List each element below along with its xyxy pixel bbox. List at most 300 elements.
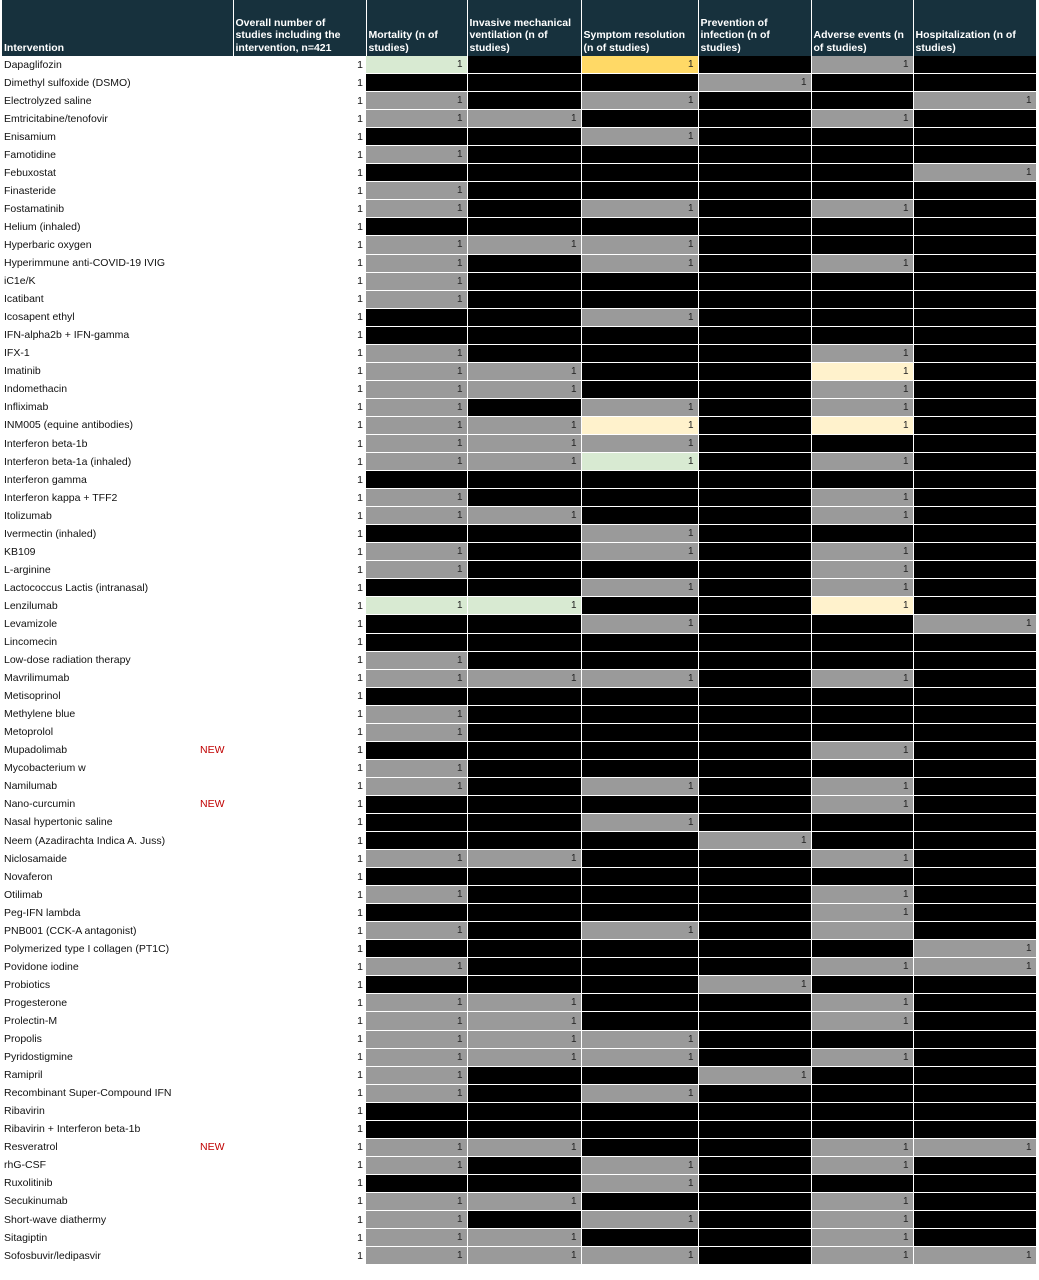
overall-count: 1: [233, 615, 366, 633]
symptom-cell: [581, 74, 698, 92]
symptom-cell: [581, 380, 698, 398]
imv-cell: [467, 543, 581, 561]
prevention-cell: [698, 1211, 811, 1229]
table-row: [2, 561, 1036, 579]
imv-cell: 1: [467, 362, 581, 380]
overall-count: 1: [233, 128, 366, 146]
imv-cell: [467, 489, 581, 507]
overall-count: 1: [233, 832, 366, 850]
symptom-cell: 1: [581, 56, 698, 74]
intervention-name: Ramipril: [2, 1066, 200, 1084]
symptom-cell: [581, 940, 698, 958]
new-badge: [200, 344, 233, 362]
table-row: [2, 507, 1036, 525]
intervention-name: Emtricitabine/tenofovir: [2, 110, 200, 128]
hospital-cell: [913, 543, 1036, 561]
overall-count: 1: [233, 922, 366, 940]
prevention-cell: 1: [698, 74, 811, 92]
table-row: [2, 434, 1036, 452]
hospital-cell: [913, 254, 1036, 272]
new-badge: [200, 507, 233, 525]
header-prevention: Prevention of infection (n of studies): [698, 0, 811, 56]
intervention-name: Lenzilumab: [2, 597, 200, 615]
symptom-cell: 1: [581, 398, 698, 416]
imv-cell: [467, 651, 581, 669]
imv-cell: [467, 56, 581, 74]
table-row: [2, 687, 1036, 705]
imv-cell: [467, 1174, 581, 1192]
imv-cell: [467, 922, 581, 940]
hospital-cell: [913, 1102, 1036, 1120]
adverse-cell: [811, 308, 913, 326]
new-badge: [200, 434, 233, 452]
mortality-cell: 1: [366, 507, 467, 525]
new-badge: [200, 471, 233, 489]
overall-count: 1: [233, 795, 366, 813]
new-badge: [200, 777, 233, 795]
table-row: [2, 525, 1036, 543]
symptom-cell: [581, 344, 698, 362]
hospital-cell: [913, 128, 1036, 146]
new-badge: [200, 561, 233, 579]
symptom-cell: 1: [581, 92, 698, 110]
overall-count: 1: [233, 850, 366, 868]
hospital-cell: [913, 290, 1036, 308]
intervention-name: Hyperbaric oxygen: [2, 236, 200, 254]
imv-cell: [467, 344, 581, 362]
adverse-cell: 1: [811, 904, 913, 922]
adverse-cell: [811, 236, 913, 254]
table-row: [2, 290, 1036, 308]
overall-count: 1: [233, 398, 366, 416]
new-badge: [200, 1012, 233, 1030]
new-badge: [200, 146, 233, 164]
imv-cell: [467, 633, 581, 651]
imv-cell: [467, 579, 581, 597]
imv-cell: [467, 254, 581, 272]
imv-cell: [467, 290, 581, 308]
new-badge: [200, 92, 233, 110]
symptom-cell: [581, 723, 698, 741]
mortality-cell: 1: [366, 850, 467, 868]
prevention-cell: [698, 579, 811, 597]
overall-count: 1: [233, 940, 366, 958]
table-row: [2, 1084, 1036, 1102]
table-row: [2, 579, 1036, 597]
overall-count: 1: [233, 308, 366, 326]
intervention-name: Nasal hypertonic saline: [2, 813, 200, 831]
mortality-cell: 1: [366, 453, 467, 471]
hospital-cell: [913, 1012, 1036, 1030]
intervention-name: Interferon gamma: [2, 471, 200, 489]
overall-count: 1: [233, 1138, 366, 1156]
mortality-cell: 1: [366, 543, 467, 561]
intervention-name: Hyperimmune anti-COVID-19 IVIG: [2, 254, 200, 272]
prevention-cell: [698, 1048, 811, 1066]
hospital-cell: [913, 434, 1036, 452]
intervention-name: Novaferon: [2, 868, 200, 886]
symptom-cell: [581, 741, 698, 759]
intervention-name: Niclosamaide: [2, 850, 200, 868]
imv-cell: [467, 615, 581, 633]
hospital-cell: [913, 146, 1036, 164]
symptom-cell: 1: [581, 543, 698, 561]
adverse-cell: 1: [811, 777, 913, 795]
overall-count: 1: [233, 362, 366, 380]
adverse-cell: 1: [811, 380, 913, 398]
intervention-name: IFX-1: [2, 344, 200, 362]
new-badge: [200, 525, 233, 543]
mortality-cell: [366, 326, 467, 344]
overall-count: 1: [233, 705, 366, 723]
new-badge: [200, 904, 233, 922]
overall-count: 1: [233, 200, 366, 218]
hospital-cell: [913, 471, 1036, 489]
hospital-cell: 1: [913, 92, 1036, 110]
symptom-cell: [581, 976, 698, 994]
new-badge: [200, 994, 233, 1012]
mortality-cell: 1: [366, 723, 467, 741]
prevention-cell: [698, 200, 811, 218]
adverse-cell: [811, 1120, 913, 1138]
new-badge: [200, 940, 233, 958]
imv-cell: [467, 832, 581, 850]
mortality-cell: 1: [366, 1247, 467, 1265]
intervention-name: Indomethacin: [2, 380, 200, 398]
overall-count: 1: [233, 1156, 366, 1174]
header-mortality: Mortality (n of studies): [366, 0, 467, 56]
symptom-cell: 1: [581, 1211, 698, 1229]
prevention-cell: [698, 777, 811, 795]
symptom-cell: 1: [581, 579, 698, 597]
imv-cell: 1: [467, 434, 581, 452]
imv-cell: [467, 1102, 581, 1120]
hospital-cell: [913, 507, 1036, 525]
prevention-cell: [698, 813, 811, 831]
hospital-cell: [913, 1156, 1036, 1174]
adverse-cell: 1: [811, 669, 913, 687]
symptom-cell: [581, 759, 698, 777]
symptom-cell: 1: [581, 128, 698, 146]
adverse-cell: 1: [811, 110, 913, 128]
imv-cell: 1: [467, 1138, 581, 1156]
mortality-cell: 1: [366, 1192, 467, 1210]
symptom-cell: 1: [581, 1156, 698, 1174]
symptom-cell: 1: [581, 615, 698, 633]
symptom-cell: 1: [581, 453, 698, 471]
new-badge: NEW: [200, 741, 233, 759]
hospital-cell: [913, 904, 1036, 922]
intervention-name: KB109: [2, 543, 200, 561]
new-badge: [200, 579, 233, 597]
new-badge: [200, 1156, 233, 1174]
prevention-cell: [698, 344, 811, 362]
adverse-cell: [811, 218, 913, 236]
hospital-cell: [913, 398, 1036, 416]
adverse-cell: [811, 164, 913, 182]
hospital-cell: [913, 272, 1036, 290]
overall-count: 1: [233, 1102, 366, 1120]
table-row: [2, 813, 1036, 831]
intervention-name: PNB001 (CCK-A antagonist): [2, 922, 200, 940]
new-badge: [200, 886, 233, 904]
overall-count: 1: [233, 164, 366, 182]
hospital-cell: [913, 1066, 1036, 1084]
overall-count: 1: [233, 958, 366, 976]
table-row: [2, 218, 1036, 236]
overall-count: 1: [233, 1229, 366, 1247]
intervention-name: Probiotics: [2, 976, 200, 994]
prevention-cell: 1: [698, 1066, 811, 1084]
prevention-cell: [698, 398, 811, 416]
intervention-name: Icatibant: [2, 290, 200, 308]
adverse-cell: 1: [811, 254, 913, 272]
new-badge: [200, 1066, 233, 1084]
new-badge: [200, 669, 233, 687]
symptom-cell: [581, 904, 698, 922]
intervention-name: L-arginine: [2, 561, 200, 579]
overall-count: 1: [233, 1084, 366, 1102]
adverse-cell: 1: [811, 56, 913, 74]
mortality-cell: [366, 633, 467, 651]
mortality-cell: 1: [366, 1066, 467, 1084]
intervention-name: Interferon kappa + TFF2: [2, 489, 200, 507]
mortality-cell: [366, 164, 467, 182]
imv-cell: 1: [467, 1030, 581, 1048]
hospital-cell: [913, 705, 1036, 723]
new-badge: [200, 74, 233, 92]
mortality-cell: 1: [366, 1156, 467, 1174]
new-badge: [200, 832, 233, 850]
imv-cell: 1: [467, 1048, 581, 1066]
adverse-cell: [811, 146, 913, 164]
imv-cell: [467, 1156, 581, 1174]
prevention-cell: [698, 453, 811, 471]
hospital-cell: [913, 236, 1036, 254]
intervention-name: Icosapent ethyl: [2, 308, 200, 326]
hospital-cell: [913, 110, 1036, 128]
overall-count: 1: [233, 1211, 366, 1229]
table-row: [2, 741, 1036, 759]
symptom-cell: [581, 362, 698, 380]
imv-cell: [467, 164, 581, 182]
hospital-cell: [913, 416, 1036, 434]
hospital-cell: [913, 651, 1036, 669]
imv-cell: [467, 92, 581, 110]
mortality-cell: 1: [366, 380, 467, 398]
mortality-cell: 1: [366, 1211, 467, 1229]
prevention-cell: [698, 759, 811, 777]
mortality-cell: [366, 218, 467, 236]
new-badge: [200, 1084, 233, 1102]
hospital-cell: 1: [913, 164, 1036, 182]
mortality-cell: 1: [366, 434, 467, 452]
intervention-name: Nano-curcumin: [2, 795, 200, 813]
table-row: [2, 1229, 1036, 1247]
symptom-cell: [581, 146, 698, 164]
prevention-cell: [698, 507, 811, 525]
prevention-cell: [698, 489, 811, 507]
adverse-cell: 1: [811, 362, 913, 380]
intervention-name: Ribavirin + Interferon beta-1b: [2, 1120, 200, 1138]
adverse-cell: [811, 651, 913, 669]
table-row: [2, 1030, 1036, 1048]
adverse-cell: [811, 326, 913, 344]
hospital-cell: [913, 561, 1036, 579]
prevention-cell: [698, 146, 811, 164]
mortality-cell: [366, 128, 467, 146]
hospital-cell: [913, 362, 1036, 380]
intervention-name: Finasteride: [2, 182, 200, 200]
symptom-cell: [581, 1192, 698, 1210]
imv-cell: [467, 705, 581, 723]
intervention-name: Recombinant Super-Compound IFN: [2, 1084, 200, 1102]
imv-cell: [467, 1066, 581, 1084]
overall-count: 1: [233, 597, 366, 615]
prevention-cell: [698, 471, 811, 489]
mortality-cell: 1: [366, 254, 467, 272]
symptom-cell: [581, 994, 698, 1012]
adverse-cell: 1: [811, 1211, 913, 1229]
adverse-cell: 1: [811, 344, 913, 362]
intervention-name: Methylene blue: [2, 705, 200, 723]
hospital-cell: [913, 832, 1036, 850]
table-row: [2, 1120, 1036, 1138]
new-badge: [200, 489, 233, 507]
hospital-cell: [913, 741, 1036, 759]
overall-count: 1: [233, 326, 366, 344]
mortality-cell: 1: [366, 344, 467, 362]
mortality-cell: 1: [366, 416, 467, 434]
mortality-cell: [366, 832, 467, 850]
prevention-cell: [698, 615, 811, 633]
header-hospital: Hospitalization (n of studies): [913, 0, 1036, 56]
mortality-cell: [366, 813, 467, 831]
adverse-cell: [811, 633, 913, 651]
table-row: [2, 1192, 1036, 1210]
adverse-cell: [811, 832, 913, 850]
intervention-name: Prolectin-M: [2, 1012, 200, 1030]
mortality-cell: 1: [366, 1084, 467, 1102]
symptom-cell: 1: [581, 525, 698, 543]
mortality-cell: [366, 1174, 467, 1192]
imv-cell: [467, 1211, 581, 1229]
intervention-name: Imatinib: [2, 362, 200, 380]
symptom-cell: 1: [581, 254, 698, 272]
imv-cell: 1: [467, 1229, 581, 1247]
imv-cell: [467, 777, 581, 795]
new-badge: [200, 651, 233, 669]
new-badge: [200, 759, 233, 777]
adverse-cell: [811, 525, 913, 543]
imv-cell: [467, 74, 581, 92]
intervention-name: Secukinumab: [2, 1192, 200, 1210]
prevention-cell: [698, 723, 811, 741]
overall-count: 1: [233, 723, 366, 741]
new-badge: [200, 597, 233, 615]
adverse-cell: [811, 813, 913, 831]
adverse-cell: 1: [811, 1138, 913, 1156]
overall-count: 1: [233, 976, 366, 994]
hospital-cell: [913, 795, 1036, 813]
imv-cell: 1: [467, 110, 581, 128]
symptom-cell: [581, 489, 698, 507]
adverse-cell: 1: [811, 453, 913, 471]
table-row: [2, 362, 1036, 380]
adverse-cell: 1: [811, 398, 913, 416]
table-row: [2, 1211, 1036, 1229]
intervention-name: Ruxolitinib: [2, 1174, 200, 1192]
table-row: [2, 850, 1036, 868]
adverse-cell: 1: [811, 795, 913, 813]
intervention-name: Neem (Azadirachta Indica A. Juss): [2, 832, 200, 850]
table-row: [2, 110, 1036, 128]
overall-count: 1: [233, 1174, 366, 1192]
intervention-name: Peg-IFN lambda: [2, 904, 200, 922]
mortality-cell: [366, 74, 467, 92]
overall-count: 1: [233, 380, 366, 398]
intervention-name: Sofosbuvir/ledipasvir: [2, 1247, 200, 1265]
table-row: [2, 254, 1036, 272]
overall-count: 1: [233, 254, 366, 272]
table-row: [2, 994, 1036, 1012]
new-badge: [200, 1048, 233, 1066]
hospital-cell: [913, 777, 1036, 795]
header-row: [2, 0, 1036, 56]
table-row: [2, 543, 1036, 561]
table-row: [2, 1247, 1036, 1265]
prevention-cell: [698, 326, 811, 344]
prevention-cell: [698, 543, 811, 561]
hospital-cell: [913, 850, 1036, 868]
overall-count: 1: [233, 489, 366, 507]
adverse-cell: 1: [811, 886, 913, 904]
symptom-cell: [581, 326, 698, 344]
prevention-cell: [698, 1012, 811, 1030]
prevention-cell: [698, 1120, 811, 1138]
mortality-cell: [366, 940, 467, 958]
prevention-cell: 1: [698, 976, 811, 994]
imv-cell: 1: [467, 850, 581, 868]
table-row: [2, 958, 1036, 976]
new-badge: [200, 922, 233, 940]
adverse-cell: 1: [811, 489, 913, 507]
intervention-name: Dapaglifozin: [2, 56, 200, 74]
table-row: [2, 759, 1036, 777]
hospital-cell: [913, 344, 1036, 362]
table-row: [2, 1066, 1036, 1084]
prevention-cell: [698, 994, 811, 1012]
new-badge: [200, 110, 233, 128]
intervention-name: Polymerized type I collagen (PT1C): [2, 940, 200, 958]
overall-count: 1: [233, 741, 366, 759]
adverse-cell: 1: [811, 507, 913, 525]
adverse-cell: 1: [811, 416, 913, 434]
prevention-cell: [698, 128, 811, 146]
mortality-cell: 1: [366, 922, 467, 940]
symptom-cell: [581, 218, 698, 236]
prevention-cell: [698, 56, 811, 74]
intervention-name: Low-dose radiation therapy: [2, 651, 200, 669]
adverse-cell: 1: [811, 741, 913, 759]
new-badge: [200, 633, 233, 651]
prevention-cell: [698, 218, 811, 236]
imv-cell: [467, 308, 581, 326]
new-badge: [200, 1192, 233, 1210]
adverse-cell: 1: [811, 200, 913, 218]
hospital-cell: [913, 1084, 1036, 1102]
adverse-cell: [811, 290, 913, 308]
